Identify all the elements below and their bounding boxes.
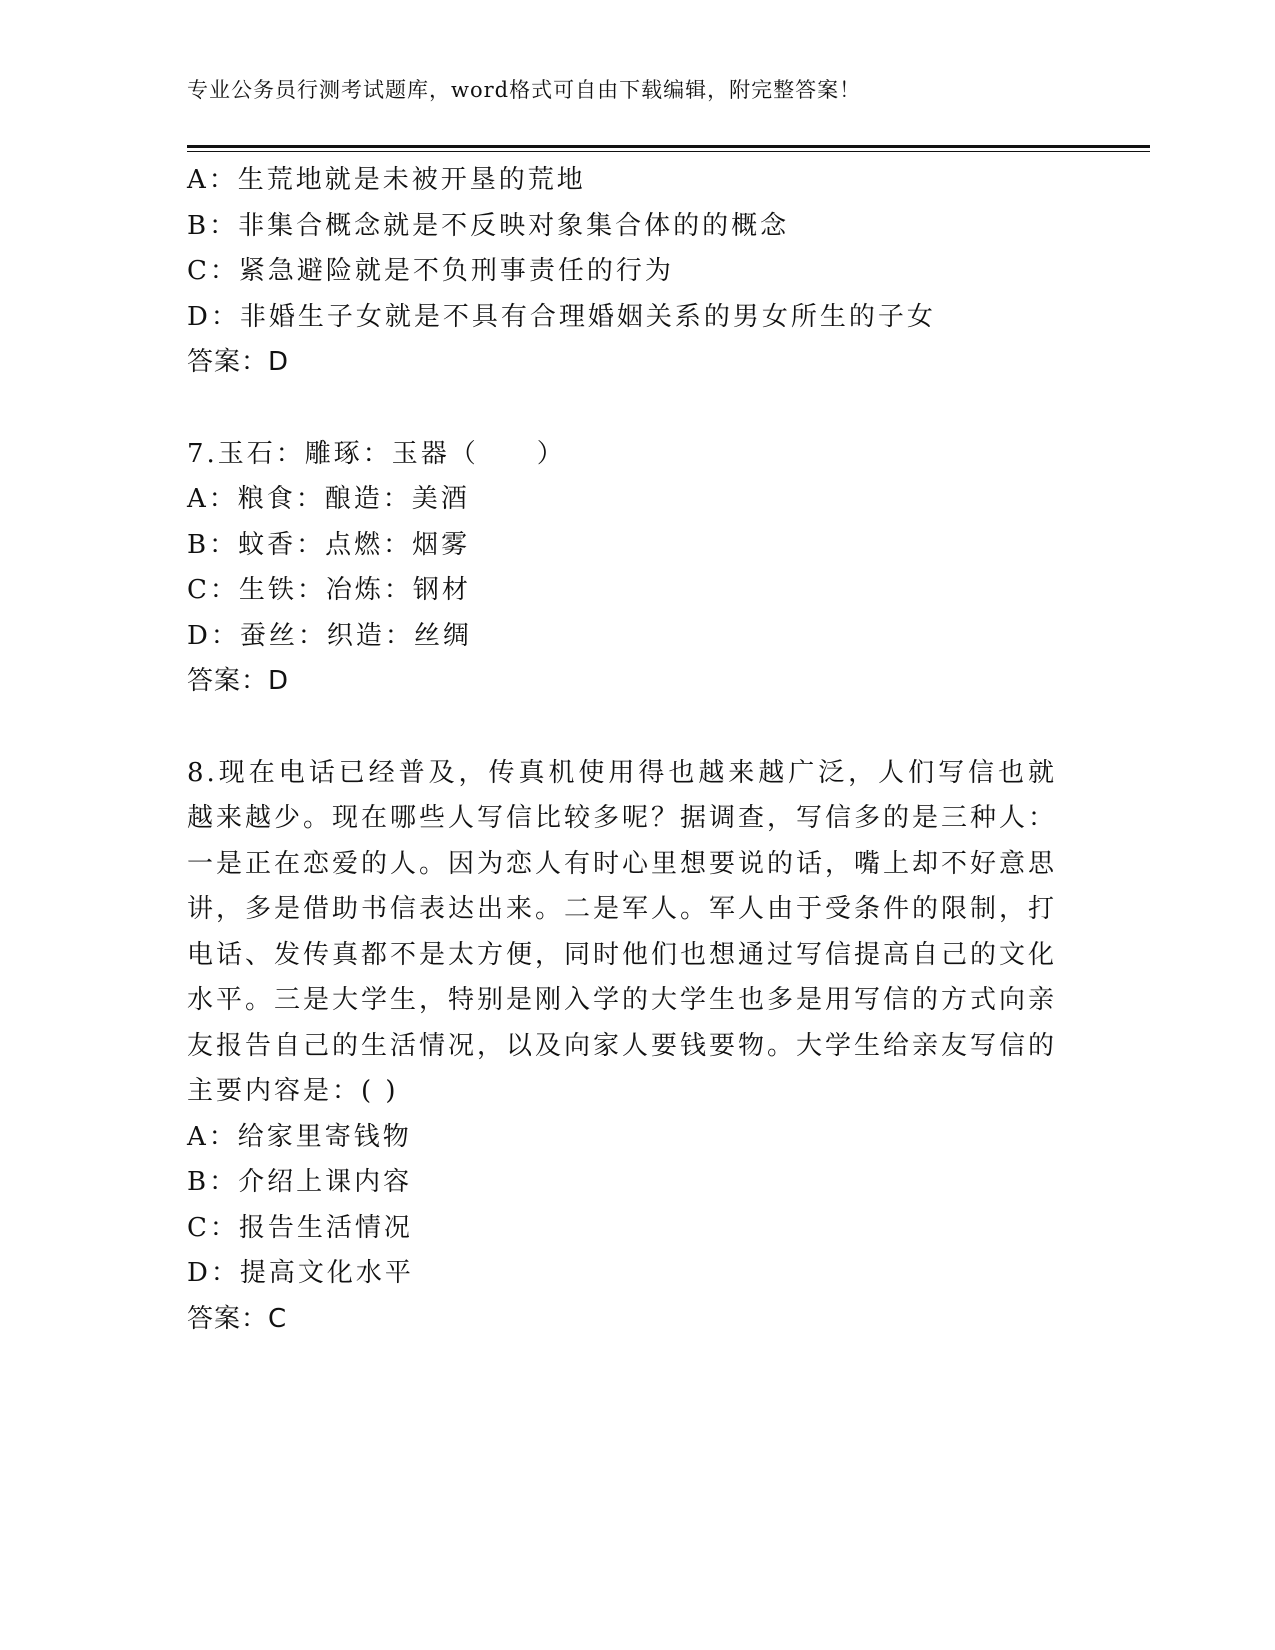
question-stem: 8.现在电话已经普及，传真机使用得也越来越广泛，人们写信也就越来越少。现在哪些人写信比较多呢？据调查，写信多的是三种人：一是正在恋爱的人。因为恋人有时心里想要说的话，嘴上却不好意思讲，多是借助书信表达出来。二是军人。军人由于受条件的限制，打电话、发传真都不是太方便，同时他们也想通过写信提高自己的文化水平。三是大学生，特别是刚入学的大学生也多是用写信的方式向亲友报告自己的生活情况，以及向家人要钱要物。大学生给亲友写信的主要内容是：( )	[187, 757, 1058, 1106]
option-b: B：介绍上课内容	[187, 1167, 413, 1197]
question-block-7	[187, 432, 1057, 705]
option-d: D：提高文化水平	[187, 1258, 414, 1288]
spacer	[187, 705, 1057, 751]
answer-line: 答案：C	[187, 1303, 288, 1334]
answer-line: 答案：D	[187, 347, 290, 377]
header-rule-thick	[187, 145, 1150, 148]
option-c: C：生铁：冶炼：钢材	[187, 575, 471, 605]
question-block-6	[187, 158, 1057, 386]
header-rule-thin	[187, 151, 1150, 152]
question-stem: 7.玉石：雕琢：玉器（ ）	[187, 438, 566, 469]
answer-line: 答案：D	[187, 666, 290, 696]
option-d: D：非婚生子女就是不具有合理婚姻关系的男女所生的子女	[187, 301, 936, 332]
option-a: A：生荒地就是未被开垦的荒地	[187, 165, 586, 195]
option-a: A：粮食：酿造：美酒	[187, 484, 470, 514]
spacer	[187, 386, 1057, 432]
option-c: C：报告生活情况	[187, 1212, 413, 1243]
option-c: C：紧急避险就是不负刑事责任的行为	[187, 256, 674, 286]
option-a: A：给家里寄钱物	[187, 1121, 412, 1152]
option-d: D：蚕丝：织造：丝绸	[187, 620, 472, 651]
option-b: B：非集合概念就是不反映对象集合体的的概念	[187, 210, 790, 241]
page-header: 专业公务员行测考试题库，word格式可自由下载编辑，附完整答案！	[187, 78, 862, 102]
question-content	[187, 158, 1057, 1342]
option-b: B：蚊香：点燃：烟雾	[187, 529, 471, 560]
question-block-8	[187, 751, 1057, 1343]
